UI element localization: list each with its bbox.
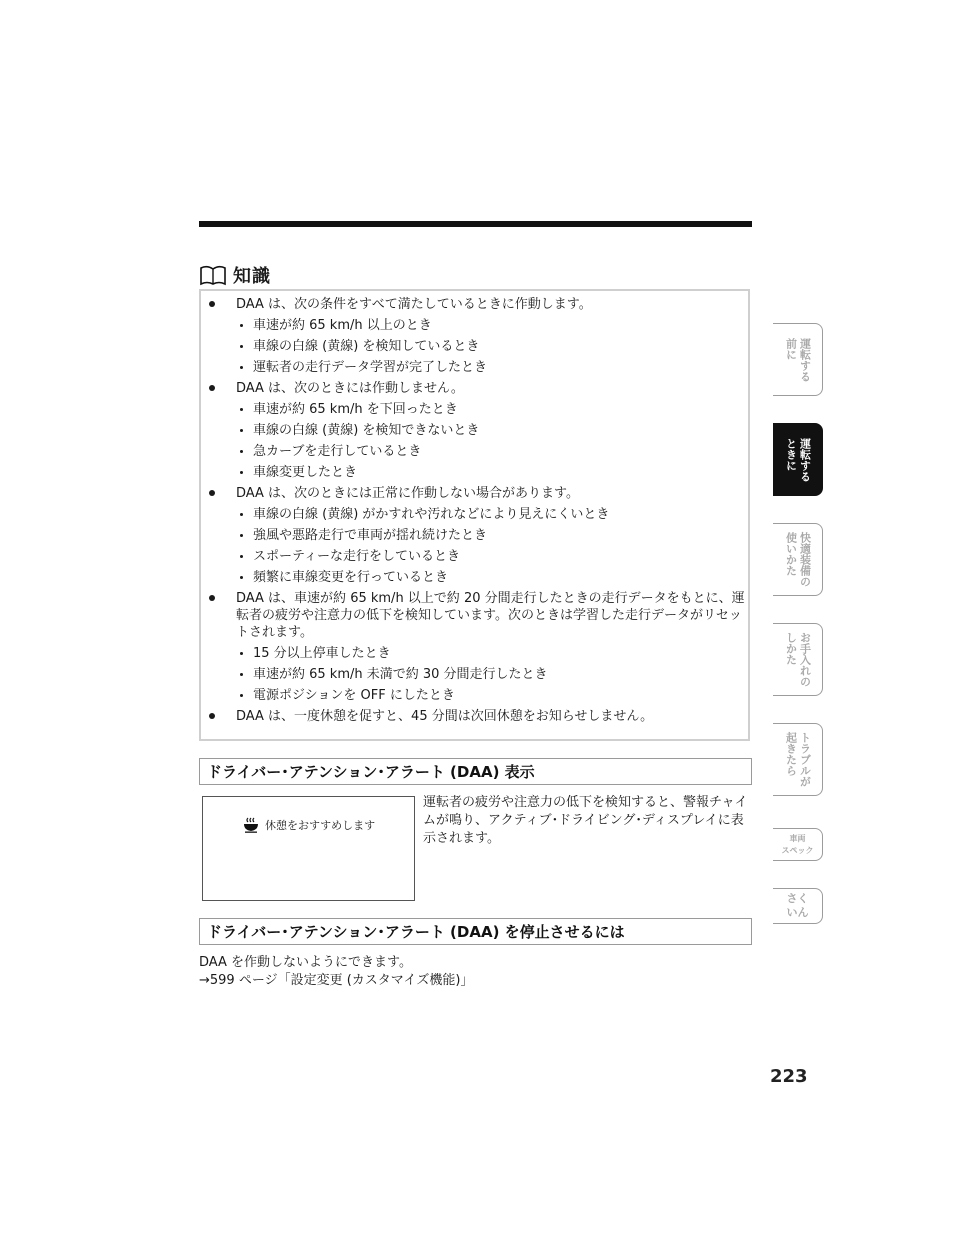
knowledge-item-text: DAA は、一度休憩を促すと、45 分間は次回休憩をお知らせしません。 [236,709,654,724]
display-screen [202,796,415,901]
side-tab-troubleshooting[interactable] [773,723,823,796]
knowledge-title: 知識 [233,266,271,287]
knowledge-item [207,485,747,586]
knowledge-sub-item: 車速が約 65 km/h 未満で約 30 分間走行したとき [236,666,747,683]
side-tab-label: トラブルが [798,732,812,787]
knowledge-sub-item: 15 分以上停車したとき [236,645,747,662]
side-tab-label: いん [786,906,809,919]
side-tab-label: お手入れの [798,632,812,687]
knowledge-sub-item: 車線の白線 (黄線) を検知しているとき [236,338,747,355]
knowledge-sub-item: 車線の白線 (黄線) を検知できないとき [236,422,747,439]
side-tab-label: ときに [784,437,798,471]
knowledge-sub-item: 車線変更したとき [236,464,747,481]
side-tab-label: 運転する [798,337,812,382]
book-icon [199,264,227,286]
side-tab-label: 運転する [798,437,812,482]
side-tab-label: 快適装備の [798,532,812,587]
knowledge-sub-item: 車速が約 65 km/h を下回ったとき [236,401,747,418]
knowledge-sub-item: 車速が約 65 km/h 以上のとき [236,317,747,334]
knowledge-sub-item: 運転者の走行データ学習が完了したとき [236,359,747,376]
knowledge-item [207,708,747,725]
side-tab-label: スペック [781,845,814,855]
page-reference-link[interactable]: →599 ページ「設定変更 (カスタマイズ機能)」 [199,973,474,988]
knowledge-item-text: DAA は、次の条件をすべて満たしているときに作動します。 [236,297,592,312]
daa-stop-heading: ドライバー･アテンション･アラート (DAA) を停止させるには [199,918,752,945]
side-tab-label: 車両 [789,833,806,843]
side-tab-while-driving[interactable] [773,423,823,496]
side-tab-label: 起きたら [784,732,798,776]
knowledge-sub-item: 急カーブを走行しているとき [236,443,747,460]
side-tab-vehicle-specs[interactable] [773,828,823,861]
side-tab-comfort-features[interactable] [773,523,823,596]
daa-display-heading: ドライバー･アテンション･アラート (DAA) 表示 [199,758,752,785]
display-message-text: 休憩をおすすめします [265,819,376,832]
knowledge-item-text: DAA は、車速が約 65 km/h 以上で約 20 分間走行したときの走行データをもとに、運転者の疲労や注意力の低下を検知しています。次のときは学習した走行データがリセットされます。 [236,591,745,640]
daa-stop-line: DAA を作動しないようにできます。 [199,955,413,970]
knowledge-list [207,296,747,729]
page-number: 223 [770,1066,808,1087]
knowledge-sub-item: 車線の白線 (黄線) がかすれや汚れなどにより見えにくいとき [236,506,747,523]
side-tab-label: さく [786,892,809,905]
daa-stop-text [199,954,759,990]
knowledge-heading [199,262,271,288]
knowledge-item-text: DAA は、次のときには正常に作動しない場合があります。 [236,486,580,501]
knowledge-item [207,590,747,704]
knowledge-sub-item: 強風や悪路走行で車両が揺れ続けたとき [236,527,747,544]
knowledge-sub-item: スポーティーな走行をしているとき [236,548,747,565]
side-tab-label: しかた [784,632,798,665]
display-message [243,817,375,833]
side-tab-label: 前に [784,337,798,360]
knowledge-sub-item: 頻繁に車線変更を行っているとき [236,569,747,586]
side-tab-index[interactable] [773,888,823,924]
coffee-cup-icon [243,817,259,833]
knowledge-sub-item: 電源ポジションを OFF にしたとき [236,687,747,704]
side-tab-label: 使いかた [784,532,798,576]
side-tab-before-driving[interactable] [773,323,823,396]
side-tab-maintenance[interactable] [773,623,823,696]
knowledge-item [207,296,747,376]
daa-description: 運転者の疲労や注意力の低下を検知すると、警報チャイムが鳴り、アクティブ･ドライビング･ディスプレイに表示されます。 [423,795,748,846]
knowledge-item [207,380,747,481]
top-rule [199,221,752,227]
knowledge-item-text: DAA は、次のときには作動しません。 [236,381,464,396]
